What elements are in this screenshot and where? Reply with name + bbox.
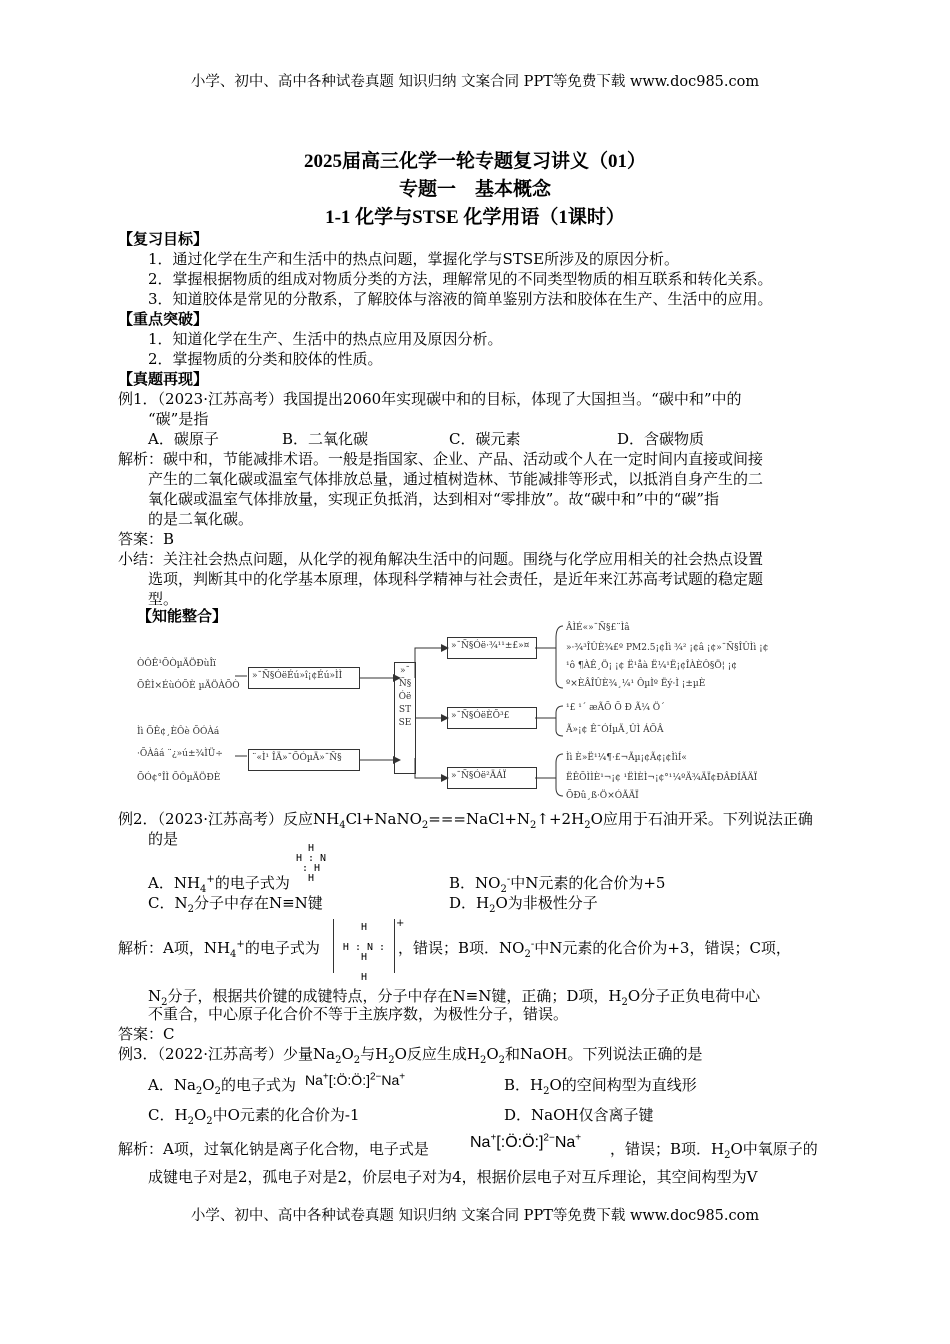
right-brace (552, 626, 563, 688)
right-brace (552, 754, 563, 796)
lesson-title: 1-1 化学与STSE 化学用语（1课时） (325, 207, 625, 228)
real-questions-heading: 【真题再现】 (118, 370, 209, 388)
ex2-option-d: D．$H_2O$为非极性分子 (449, 894, 598, 915)
right-brace (552, 706, 563, 736)
keypoint-item: 2．掌握物质的分类和胶体的性质。 (148, 350, 383, 368)
ex3-analysis: ，错误；B项．$H_2O$中氧原子的 (610, 1140, 818, 1161)
ex1-analysis: 解析：碳中和，节能减排术语。一般是指国家、企业、产品、活动或个人在一定时间内直接或间接 (118, 450, 764, 468)
diagram-left-text: ·ÕÀâá ¨¿»ú±¾ÌÜ÷ (137, 749, 223, 759)
na2o2-lewis-large: Na+[:Ö:Ö:]$^{2-}$Na+ (470, 1132, 582, 1151)
ex1-analysis: 氧化碳或温室气体排放量，实现正负抵消，达到相对“零排放”。故“碳中和”中的“碳”指 (148, 490, 720, 508)
ex2-stem-cont: 的是 (148, 830, 179, 848)
diagram-right-text: ÂÌÉ«»¯Ñ§£¨Ìâ (566, 623, 630, 633)
ex1-summary: 小结：关注社会热点问题，从化学的视角解决生活中的问题。围绕与化学应用相关的社会热点设置 (118, 550, 764, 568)
diagram-left-text: ÒÔÊ¹ÕÒµÄÖÐùÎï (137, 659, 216, 669)
ex1-summary: 型。 (148, 590, 179, 608)
ex1-stem: 例1．（2023·江苏高考）我国提出2060年实现碳中和的目标，体现了大国担当。“碳中和”中的 (118, 390, 742, 408)
ex2-option-b: B．$NO_2^-$中N元素的化合价为+5 (449, 874, 666, 895)
diagram-box-culture: ¨«Ì¹ ÎÄ»¯ÕÓµÄ»¯Ñ§ (248, 749, 360, 771)
nh4-lewis-structure: H H : N : H H (295, 843, 327, 884)
keypoints-heading: 【重点突破】 (118, 310, 209, 328)
ex1-option-b: B．二氧化碳 (282, 430, 369, 448)
ex2-stem: 例2．（2023·江苏高考）反应$NH_4Cl+NaNO_2===NaCl+N_2↑+2H_2O$应用于石油开采。下列说法正确 (118, 810, 813, 831)
diagram-box-environment: »¯Ñ§Óë·¾¹¹±£»¤ (447, 637, 537, 659)
diagram-right-text: Ã»¡¢ Ê¯ÓÍµÄ¸ÛÌ ÁÕÂ (566, 725, 664, 735)
ex1-summary: 选项，判断其中的化学基本原理，体现科学精神与社会责任，是近年来江苏高考试题的稳定题 (148, 570, 764, 588)
ex1-option-a: A．碳原子 (148, 430, 219, 448)
diagram-right-text: ¹ô ¶ÀÊ¸Ö¡ ¡¢ Ë¹åà Ë¼¹Ë¡¢ÎÀÈÔ§Ö¦ ¡¢ (566, 661, 737, 671)
page-header: 小学、初中、高中各种试卷真题 知识归纳 文案合同 PPT等免费下载 www.doc985.com (190, 74, 760, 90)
diagram-right-text: »·¾³ÎÛÈ¾£º PM2.5¡¢Ìì ¾² ¡¢â ¡¢»¯Ñ§ÎÛÌì ¡¢ (566, 643, 769, 653)
keypoint-item: 1．知道化学在生产、生活中的热点应用及原因分析。 (148, 330, 503, 348)
diagram-right-text: ËÊÕÌÌÈ¹¬¡¢ ¹ËÌÈÌ¬¡¢°¹¼ºÄ¾ÄÏ¢ÐÂÐÍÃÄÏ (566, 773, 758, 783)
ex2-analysis: 不重合，中心原子化合价不等于主族序数，为极性分子，错误。 (148, 1005, 569, 1023)
ex3-option-b: B．$H_2O$的空间构型为直线形 (504, 1076, 697, 1097)
diagram-left-text: ÕÓ¢°ÎÌ ÕÔµÄÖÐÈ (137, 773, 221, 783)
ex1-stem-cont: “碳”是指 (148, 410, 209, 428)
diagram-right-text: º×ÈÂÎÛÈ¾¸¼¹ ÔµÌº Ëý·Ì ¡±µÈ (566, 679, 706, 689)
diagram-box-daily: »¯Ñ§ÓëÈÕ³£ (447, 707, 537, 729)
ex1-answer: 答案：B (118, 530, 175, 548)
goal-item: 2．掌握根据物质的组成对物质分类的方法，理解常见的不同类型物质的相互联系和转化关系。 (148, 270, 773, 288)
diagram-connector (415, 648, 447, 678)
ex3-analysis: 解析：A项，过氧化钠是离子化合物，电子式是 (118, 1140, 429, 1158)
diagram-right-text: Ìì È»Ë¹¼¶·£¬Ãµ¡¢Ã¢¡¢ÌìÍ« (566, 753, 687, 763)
page-footer: 小学、初中、高中各种试卷真题 知识归纳 文案合同 PPT等免费下载 www.doc985.com (190, 1208, 760, 1224)
goal-item: 1．通过化学在生产和生活中的热点问题，掌握化学与STSE所涉及的原因分析。 (148, 250, 680, 268)
goals-heading: 【复习目标】 (118, 230, 209, 248)
diagram-box-life: »¯Ñ§ÓëÉú»î¡¢Éú»ÌÌ (248, 667, 360, 689)
topic-title: 专题一 基本概念 (398, 179, 551, 200)
charge-plus: + (396, 918, 405, 929)
ex3-option-c: C．$H_2O_2$中O元素的化合价为-1 (148, 1106, 360, 1127)
ex1-analysis: 的是二氧化碳。 (148, 510, 254, 528)
ex3-option-a: A．$Na_2O_2$的电子式为 (148, 1076, 296, 1097)
doc-title: 2025届高三化学一轮专题复习讲义（01） (303, 151, 646, 172)
ex2-analysis: 解析：A项，$NH_4^+$的电子式为 (118, 939, 320, 960)
ex1-option-c: C．碳元素 (449, 430, 521, 448)
nh4-lewis-bracket: H H : N : H H (333, 919, 395, 973)
diagram-box-materials: »¯Ñ§Óë²ÄÁÏ (447, 767, 537, 789)
diagram-center-stse: »¯Ñ§ÓëSTSE (394, 662, 416, 774)
integration-heading: 【知能整合】 (137, 607, 228, 625)
ex2-option-c: C．$N_2$分子中存在N≡N键 (148, 894, 323, 915)
diagram-right-text: ¹£ ¹´ æÃÕ Õ Ð Ã¼ Ö´ (566, 703, 665, 713)
ex2-analysis: $N_2$分子，根据共价键的成键特点，分子中存在N≡N键，正确；D项，$H_2O$分子正负电荷中心 (148, 987, 761, 1008)
ex1-analysis: 产生的二氧化碳或温室气体排放总量，通过植树造林、节能减排等形式，以抵消自身产生的二 (148, 470, 764, 488)
diagram-left-text: ÕÊÌ×ÉùÓÕÈ µÄÖÀÕÒ (137, 681, 240, 691)
ex3-option-d: D．NaOH仅含离子键 (504, 1106, 654, 1124)
ex3-analysis: 成键电子对是2，孤电子对是2，价层电子对为4，根据价层电子对互斥理论，其空间构型为V (148, 1168, 758, 1186)
ex2-analysis: ，错误；B项．$NO_2^-$中N元素的化合价为+3，错误；C项， (398, 939, 791, 960)
diagram-left-text: Ìì ÕÊ¢¸ÈÔè ÕÓÀá (137, 727, 220, 737)
na2o2-lewis-small: Na+[:Ö:Ö:]$^{2-}$Na+ (305, 1071, 406, 1088)
diagram-right-text: ÕÐû¸ß·Ö×ÓÃÄÏ (566, 791, 639, 801)
ex2-option-a: A．$NH_4^+$的电子式为 (148, 874, 290, 895)
goal-item: 3．知道胶体是常见的分散系，了解胶体与溶液的简单鉴别方法和胶体在生产、生活中的应用。 (148, 290, 773, 308)
ex3-stem: 例3．（2022·江苏高考）少量$Na_2O_2$与$H_2O$反应生成$H_2O_2$和NaOH。下列说法正确的是 (118, 1045, 703, 1066)
ex2-answer: 答案：C (118, 1025, 175, 1043)
ex1-option-d: D．含碳物质 (617, 430, 705, 448)
